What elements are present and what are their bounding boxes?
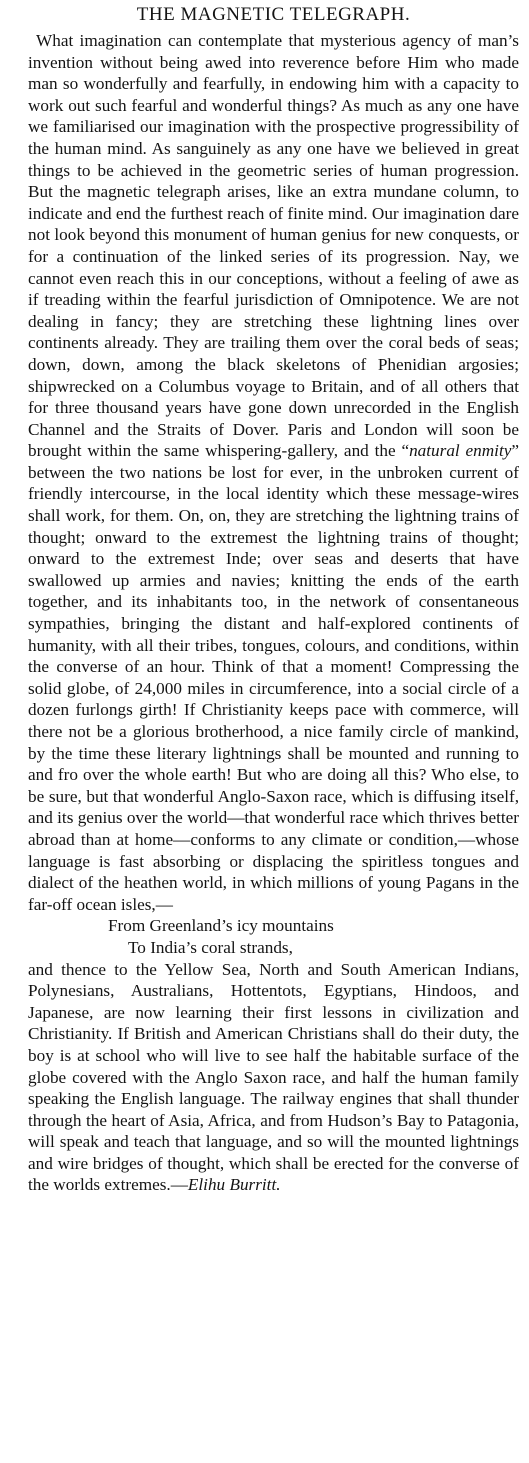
quoted-verse <box>28 915 519 958</box>
article-body-paragraph <box>28 30 519 915</box>
author-signature: Elihu Burritt. <box>187 1175 281 1195</box>
body-text-part-3: and thence to the Yellow Sea, North and South American Indians, Polynesians, Australians, Hottentots, Egyptians, Hindoos, and Japanese, are now learning their first lessons in civilization and Christianity. If British and American Christians shall do their duty, the boy is at school who will live to see half the habitable surface of the globe covered with the Anglo Saxon race, and half the human family speaking the English language. The railway engines that shall thunder through the heart of Asia, Africa, and from Hudson’s Bay to Patagonia, will speak and teach that language, and so will the mounted lightnings and wire bridges of thought, which shall be erected for the converse of the worlds extremes.— <box>28 959 519 1195</box>
body-text-part-1: What imagination can contemplate that mysterious agency of man’s invention without being awed into reverence before Him who made man so wonderfully and fearfully, in endowing him with a capacity to work out such fearful and wonderful things? As much as any one have we familiarised our imagination with the prospective progressibility of the human mind. As sanguinely as any one have we believed in great things to be achieved in the geometric series of human progression. But the magnetic telegraph arises, like an extra mundane column, to indicate and end the furthest reach of finite mind. Our imagination dare not look beyond this monument of human genius for new conquests, or for a continuation of the linked series of its progression. Nay, we cannot even reach this in our conceptions, without a feeling of awe as if treading within the fearful jurisdiction of Omnipotence. We are not dealing in fancy; they are stretching these lightning lines over continents already. They are trailing them over the coral beds of seas; down, down, among the black skeletons of Phenidian argosies; shipwrecked on a Columbus voyage to Britain, and of all others that for three thousand years have gone down unrecorded in the English Channel and the Straits of Dover. Paris and London will soon be brought within the same whispering-gallery, and the “ <box>28 31 519 461</box>
article-closing-paragraph <box>28 959 519 1197</box>
body-text-part-2: ” between the two nations be lost for ever, in the unbroken current of friendly intercourse, in the local identity which these message-wires shall work, for them. On, on, they are stretching the lightning trains of thought; onward to the extremest the lightning trains of thought; onward to the extremest Inde; over seas and deserts that have swallowed up armies and navies; knitting the ends of the earth together, and its inhabitants too, in the network of consentaneous sympathies, bringing the distant and half-explored continents of humanity, with all their tribes, tongues, colours, and conditions, within the converse of an hour. Think of that a moment! Compressing the solid globe, of 24,000 miles in circumference, into a social circle of a dozen furlongs girth! If Christianity keeps pace with commerce, will there not be a glorious brotherhood, a nice family circle of mankind, by the time these literary lightnings shall be mounted and running to and fro over the whole earth! But who are doing all this? Who else, to be sure, but that wonderful Anglo-Saxon race, which is diffusing itself, and its genius over the world—that wonderful race which thrives better abroad than at home—conforms to any climate or condition,—whose language is fast absorbing or displacing the spiritless tongues and dialect of the heathen world, in which millions of young Pagans in the far-off ocean isles,— <box>28 441 519 914</box>
emphasized-phrase: natural enmity <box>409 441 512 461</box>
verse-line: To India’s coral strands, <box>128 937 293 957</box>
article-title: THE MAGNETIC TELEGRAPH. <box>136 4 411 25</box>
verse-line: From Greenland’s icy mountains <box>108 916 334 936</box>
